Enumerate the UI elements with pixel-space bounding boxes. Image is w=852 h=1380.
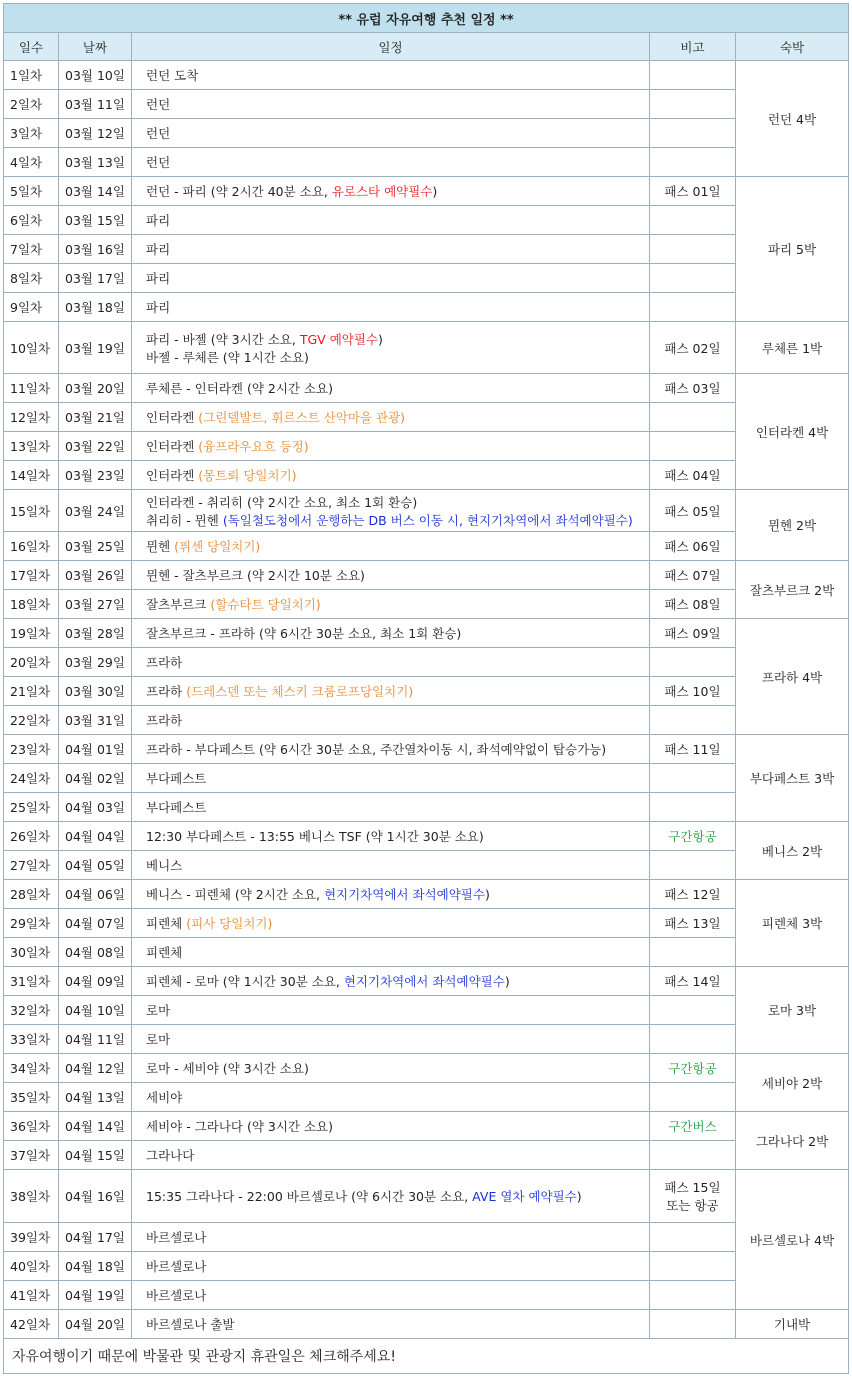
cell-day: 6일차 (4, 206, 59, 235)
schedule-text: 바르셀로나 출발 (146, 1317, 235, 1332)
schedule-text: 프라하 (146, 684, 187, 699)
cell-day: 41일차 (4, 1281, 59, 1310)
schedule-text: (몽트뢰 당일치기) (198, 468, 297, 483)
cell-note: 패스 04일 (650, 461, 736, 490)
schedule-text: ) (432, 184, 438, 199)
cell-note: 구간항공 (650, 822, 736, 851)
schedule-text: 피렌체 (146, 945, 183, 960)
schedule-text: 현지기차역에서 좌석예약필수 (323, 887, 485, 902)
cell-note: 패스 10일 (650, 677, 736, 706)
cell-note (650, 90, 736, 119)
schedule-text: 인터라켄 (146, 410, 199, 425)
cell-schedule (132, 880, 650, 909)
cell-day: 42일차 (4, 1310, 59, 1339)
cell-schedule (132, 967, 650, 996)
cell-stay: 잘츠부르크 2박 (736, 561, 849, 619)
cell-stay: 프라하 4박 (736, 619, 849, 735)
schedule-text: 피렌체 - 로마 (약 1시간 30분 소요, (146, 974, 344, 989)
cell-note (650, 938, 736, 967)
cell-day: 39일차 (4, 1223, 59, 1252)
cell-date: 03월 22일 (59, 432, 132, 461)
schedule-text: 부다페스트 (146, 800, 207, 815)
cell-schedule (132, 461, 650, 490)
schedule-text: 로마 - 세비야 (약 3시간 소요) (146, 1061, 309, 1076)
cell-stay: 기내박 (736, 1310, 849, 1339)
cell-note (650, 996, 736, 1025)
schedule-text: 부다페스트 (146, 771, 207, 786)
cell-date: 03월 28일 (59, 619, 132, 648)
cell-note (650, 148, 736, 177)
cell-note (650, 793, 736, 822)
cell-stay: 피렌체 3박 (736, 880, 849, 967)
cell-note: 패스 13일 (650, 909, 736, 938)
schedule-text: 뮌헨 - 잘츠부르크 (약 2시간 10분 소요) (146, 568, 365, 583)
cell-schedule (132, 909, 650, 938)
schedule-text: 파리 (146, 271, 171, 286)
cell-stay: 그라나다 2박 (736, 1112, 849, 1170)
table-row (4, 590, 849, 619)
cell-day: 28일차 (4, 880, 59, 909)
schedule-text: 런던 (146, 97, 171, 112)
cell-stay: 바르셀로나 4박 (736, 1170, 849, 1310)
cell-day: 14일차 (4, 461, 59, 490)
cell-day: 15일차 (4, 490, 59, 532)
cell-note (650, 1083, 736, 1112)
cell-date: 04월 08일 (59, 938, 132, 967)
table-row (4, 735, 849, 764)
schedule-text: 프라하 (146, 655, 183, 670)
table-row (4, 235, 849, 264)
cell-note (650, 1252, 736, 1281)
cell-schedule (132, 706, 650, 735)
cell-schedule (132, 1083, 650, 1112)
schedule-text: 유로스타 예약필수 (331, 184, 433, 199)
cell-date: 04월 19일 (59, 1281, 132, 1310)
table-row (4, 822, 849, 851)
schedule-text: 런던 - 파리 (약 2시간 40분 소요, (146, 184, 332, 199)
cell-date: 04월 03일 (59, 793, 132, 822)
cell-note (650, 432, 736, 461)
cell-note: 구간항공 (650, 1054, 736, 1083)
table-row (4, 461, 849, 490)
table-row (4, 1223, 849, 1252)
cell-schedule (132, 677, 650, 706)
footer-note: 자유여행이기 때문에 박물관 및 관광지 휴관일은 체크해주세요! (4, 1339, 849, 1374)
schedule-text: 뮌헨 (146, 539, 175, 554)
cell-day: 40일차 (4, 1252, 59, 1281)
cell-day: 1일차 (4, 61, 59, 90)
schedule-text: (할슈타트 당일치기) (210, 597, 321, 612)
itinerary-table (3, 3, 849, 1374)
cell-date: 03월 24일 (59, 490, 132, 532)
cell-schedule (132, 206, 650, 235)
cell-note (650, 403, 736, 432)
schedule-text: 15:35 그라나다 - 22:00 바르셀로나 (약 6시간 30분 소요, (146, 1189, 473, 1204)
header-date: 날짜 (59, 33, 132, 61)
cell-date: 03월 12일 (59, 119, 132, 148)
cell-day: 20일차 (4, 648, 59, 677)
schedule-text: (퓌센 당일치기) (174, 539, 261, 554)
cell-date: 04월 06일 (59, 880, 132, 909)
cell-note: 패스 14일 (650, 967, 736, 996)
cell-day: 37일차 (4, 1141, 59, 1170)
cell-day: 16일차 (4, 532, 59, 561)
table-row (4, 1112, 849, 1141)
itinerary-rows (4, 61, 849, 1339)
cell-schedule (132, 322, 650, 374)
cell-note: 패스 12일 (650, 880, 736, 909)
cell-note (650, 264, 736, 293)
cell-note (650, 61, 736, 90)
schedule-text: 인터라켄 (146, 468, 199, 483)
cell-schedule (132, 1252, 650, 1281)
cell-day: 23일차 (4, 735, 59, 764)
table-row (4, 793, 849, 822)
cell-schedule (132, 561, 650, 590)
cell-day: 24일차 (4, 764, 59, 793)
cell-day: 8일차 (4, 264, 59, 293)
schedule-text: 현지기차역에서 좌석예약필수 (343, 974, 505, 989)
table-row (4, 967, 849, 996)
cell-day: 13일차 (4, 432, 59, 461)
cell-stay: 부다페스트 3박 (736, 735, 849, 822)
cell-schedule (132, 1310, 650, 1339)
cell-date: 04월 15일 (59, 1141, 132, 1170)
schedule-text: 세비야 - 그라나다 (약 3시간 소요) (146, 1119, 333, 1134)
table-row (4, 938, 849, 967)
table-row (4, 1025, 849, 1054)
cell-schedule (132, 1141, 650, 1170)
cell-day: 2일차 (4, 90, 59, 119)
cell-note (650, 1025, 736, 1054)
cell-note: 패스 05일 (650, 490, 736, 532)
cell-note: 패스 15일 또는 항공 (650, 1170, 736, 1223)
cell-date: 04월 09일 (59, 967, 132, 996)
cell-date: 03월 20일 (59, 374, 132, 403)
header-stay: 숙박 (736, 33, 849, 61)
schedule-text: 베니스 - 피렌체 (약 2시간 소요, (146, 887, 324, 902)
table-row (4, 619, 849, 648)
cell-day: 32일차 (4, 996, 59, 1025)
cell-date: 03월 13일 (59, 148, 132, 177)
cell-stay: 베니스 2박 (736, 822, 849, 880)
cell-schedule (132, 996, 650, 1025)
table-row (4, 490, 849, 532)
cell-date: 04월 18일 (59, 1252, 132, 1281)
schedule-text: 파리 (146, 242, 171, 257)
table-row (4, 532, 849, 561)
schedule-text: 인터라켄 - 취리히 (약 2시간 소요, 최소 1회 환승) (146, 494, 418, 510)
cell-note: 패스 11일 (650, 735, 736, 764)
table-row (4, 90, 849, 119)
cell-stay: 루체른 1박 (736, 322, 849, 374)
cell-day: 26일차 (4, 822, 59, 851)
cell-day: 18일차 (4, 590, 59, 619)
cell-note: 패스 06일 (650, 532, 736, 561)
cell-note (650, 1223, 736, 1252)
cell-schedule (132, 793, 650, 822)
cell-day: 33일차 (4, 1025, 59, 1054)
schedule-text: ) (378, 331, 383, 347)
table-row (4, 1083, 849, 1112)
cell-note (650, 706, 736, 735)
header-note: 비고 (650, 33, 736, 61)
cell-note (650, 851, 736, 880)
cell-note (650, 119, 736, 148)
schedule-text: ) (504, 974, 510, 989)
cell-note: 패스 07일 (650, 561, 736, 590)
cell-schedule (132, 1112, 650, 1141)
cell-day: 30일차 (4, 938, 59, 967)
cell-date: 04월 17일 (59, 1223, 132, 1252)
schedule-text: 인터라켄 (146, 439, 199, 454)
table-row (4, 1252, 849, 1281)
cell-date: 03월 15일 (59, 206, 132, 235)
cell-schedule (132, 490, 650, 532)
cell-date: 03월 10일 (59, 61, 132, 90)
table-row (4, 1054, 849, 1083)
cell-date: 03월 14일 (59, 177, 132, 206)
table-row (4, 1281, 849, 1310)
cell-date: 03월 30일 (59, 677, 132, 706)
cell-schedule (132, 119, 650, 148)
schedule-text: 루체른 - 인터라켄 (약 2시간 소요) (146, 381, 333, 396)
cell-note: 패스 01일 (650, 177, 736, 206)
cell-schedule (132, 432, 650, 461)
schedule-text: 로마 (146, 1003, 171, 1018)
cell-schedule (132, 938, 650, 967)
schedule-text: 바르셀로나 (146, 1288, 207, 1303)
cell-day: 17일차 (4, 561, 59, 590)
schedule-text: 바르셀로나 (146, 1230, 207, 1245)
cell-day: 38일차 (4, 1170, 59, 1223)
schedule-text: 프라하 - 부다페스트 (약 6시간 30분 소요, 주간열차이동 시, 좌석예약없이 탑승가능) (146, 742, 607, 757)
table-row (4, 293, 849, 322)
cell-day: 34일차 (4, 1054, 59, 1083)
cell-date: 04월 01일 (59, 735, 132, 764)
schedule-text: (그린델발트, 휘르스트 산악마을 관광) (198, 410, 406, 425)
schedule-text: (융프라우요흐 등정) (198, 439, 309, 454)
schedule-text: 바르셀로나 (146, 1259, 207, 1274)
cell-date: 04월 16일 (59, 1170, 132, 1223)
cell-schedule (132, 61, 650, 90)
cell-note: 구간버스 (650, 1112, 736, 1141)
cell-note: 패스 09일 (650, 619, 736, 648)
cell-stay: 파리 5박 (736, 177, 849, 322)
table-row (4, 677, 849, 706)
cell-day: 19일차 (4, 619, 59, 648)
cell-note: 패스 08일 (650, 590, 736, 619)
cell-day: 22일차 (4, 706, 59, 735)
cell-day: 3일차 (4, 119, 59, 148)
cell-schedule (132, 822, 650, 851)
table-row (4, 264, 849, 293)
cell-schedule (132, 403, 650, 432)
table-row (4, 322, 849, 374)
schedule-text: 파리 (146, 213, 171, 228)
table-row (4, 706, 849, 735)
schedule-text: 로마 (146, 1032, 171, 1047)
cell-schedule (132, 590, 650, 619)
cell-day: 5일차 (4, 177, 59, 206)
schedule-text: 12:30 부다페스트 - 13:55 베니스 TSF (약 1시간 30분 소요) (146, 829, 484, 844)
schedule-text: 취리히 - 뮌헨 (146, 512, 223, 528)
schedule-text: TGV 예약필수 (299, 331, 378, 347)
cell-date: 03월 11일 (59, 90, 132, 119)
table-row (4, 648, 849, 677)
schedule-text: AVE 열차 예약필수 (472, 1189, 577, 1204)
cell-stay: 세비야 2박 (736, 1054, 849, 1112)
schedule-text: (독일철도청에서 운행하는 DB 버스 이동 시, 현지기차역에서 좌석예약필수) (222, 512, 633, 528)
schedule-text: 런던 (146, 126, 171, 141)
cell-schedule (132, 148, 650, 177)
cell-note (650, 1281, 736, 1310)
cell-date: 03월 17일 (59, 264, 132, 293)
schedule-text: 잘츠부르크 (146, 597, 211, 612)
cell-date: 03월 26일 (59, 561, 132, 590)
cell-date: 03월 18일 (59, 293, 132, 322)
table-row (4, 764, 849, 793)
schedule-text: 런던 도착 (146, 68, 199, 83)
table-row (4, 909, 849, 938)
cell-date: 03월 25일 (59, 532, 132, 561)
cell-note: 패스 03일 (650, 374, 736, 403)
cell-schedule (132, 648, 650, 677)
cell-note (650, 764, 736, 793)
cell-schedule (132, 619, 650, 648)
cell-date: 03월 19일 (59, 322, 132, 374)
table-title: ** 유럽 자유여행 추천 일정 ** (4, 4, 849, 33)
cell-day: 7일차 (4, 235, 59, 264)
schedule-text: 세비야 (146, 1090, 183, 1105)
cell-schedule (132, 532, 650, 561)
cell-day: 9일차 (4, 293, 59, 322)
cell-day: 21일차 (4, 677, 59, 706)
table-row (4, 374, 849, 403)
schedule-text: 프라하 (146, 713, 183, 728)
cell-schedule (132, 1025, 650, 1054)
cell-day: 12일차 (4, 403, 59, 432)
cell-stay: 런던 4박 (736, 61, 849, 177)
table-row (4, 561, 849, 590)
cell-schedule (132, 374, 650, 403)
cell-date: 04월 10일 (59, 996, 132, 1025)
cell-day: 29일차 (4, 909, 59, 938)
table-row (4, 206, 849, 235)
cell-schedule (132, 264, 650, 293)
cell-date: 04월 13일 (59, 1083, 132, 1112)
schedule-text: 런던 (146, 155, 171, 170)
cell-schedule (132, 764, 650, 793)
cell-schedule (132, 293, 650, 322)
cell-date: 04월 07일 (59, 909, 132, 938)
cell-stay: 로마 3박 (736, 967, 849, 1054)
schedule-text: 파리 (146, 300, 171, 315)
schedule-text: 피렌체 (146, 916, 187, 931)
cell-schedule (132, 1054, 650, 1083)
schedule-text: 파리 - 바젤 (약 3시간 소요, (146, 331, 300, 347)
cell-note (650, 206, 736, 235)
cell-note (650, 1310, 736, 1339)
cell-schedule (132, 90, 650, 119)
cell-day: 25일차 (4, 793, 59, 822)
table-row (4, 61, 849, 90)
cell-date: 03월 16일 (59, 235, 132, 264)
cell-day: 31일차 (4, 967, 59, 996)
cell-day: 11일차 (4, 374, 59, 403)
schedule-text: (드레스덴 또는 체스키 크룸로프당일치기) (186, 684, 414, 699)
cell-date: 03월 21일 (59, 403, 132, 432)
cell-stay: 인터라켄 4박 (736, 374, 849, 490)
cell-day: 27일차 (4, 851, 59, 880)
cell-schedule (132, 177, 650, 206)
cell-note (650, 648, 736, 677)
cell-day: 10일차 (4, 322, 59, 374)
schedule-text: 잘츠부르크 - 프라하 (약 6시간 30분 소요, 최소 1회 환승) (146, 626, 462, 641)
table-row (4, 1310, 849, 1339)
table-row (4, 432, 849, 461)
cell-date: 04월 20일 (59, 1310, 132, 1339)
schedule-text: ) (484, 887, 490, 902)
cell-date: 03월 31일 (59, 706, 132, 735)
cell-schedule (132, 1170, 650, 1223)
header-day: 일수 (4, 33, 59, 61)
cell-schedule (132, 235, 650, 264)
cell-note (650, 293, 736, 322)
table-row (4, 851, 849, 880)
table-row (4, 119, 849, 148)
table-row (4, 148, 849, 177)
cell-schedule (132, 735, 650, 764)
cell-date: 04월 02일 (59, 764, 132, 793)
schedule-text: ) (576, 1189, 582, 1204)
cell-date: 04월 14일 (59, 1112, 132, 1141)
header-schedule: 일정 (132, 33, 650, 61)
cell-day: 36일차 (4, 1112, 59, 1141)
table-row (4, 177, 849, 206)
cell-note (650, 1141, 736, 1170)
cell-day: 35일차 (4, 1083, 59, 1112)
cell-date: 03월 27일 (59, 590, 132, 619)
cell-date: 04월 05일 (59, 851, 132, 880)
cell-date: 03월 29일 (59, 648, 132, 677)
cell-stay: 뮌헨 2박 (736, 490, 849, 561)
cell-day: 4일차 (4, 148, 59, 177)
cell-date: 04월 12일 (59, 1054, 132, 1083)
table-row (4, 1141, 849, 1170)
schedule-text: 바젤 - 루체른 (약 1시간 소요) (146, 349, 309, 365)
cell-date: 04월 11일 (59, 1025, 132, 1054)
schedule-text: 베니스 (146, 858, 183, 873)
cell-note (650, 235, 736, 264)
table-row (4, 1170, 849, 1223)
table-row (4, 996, 849, 1025)
cell-date: 03월 23일 (59, 461, 132, 490)
schedule-text: 그라나다 (146, 1148, 195, 1163)
cell-schedule (132, 851, 650, 880)
table-row (4, 403, 849, 432)
schedule-text: (피사 당일치기) (186, 916, 273, 931)
cell-schedule (132, 1223, 650, 1252)
cell-note: 패스 02일 (650, 322, 736, 374)
cell-schedule (132, 1281, 650, 1310)
table-row (4, 880, 849, 909)
cell-date: 04월 04일 (59, 822, 132, 851)
